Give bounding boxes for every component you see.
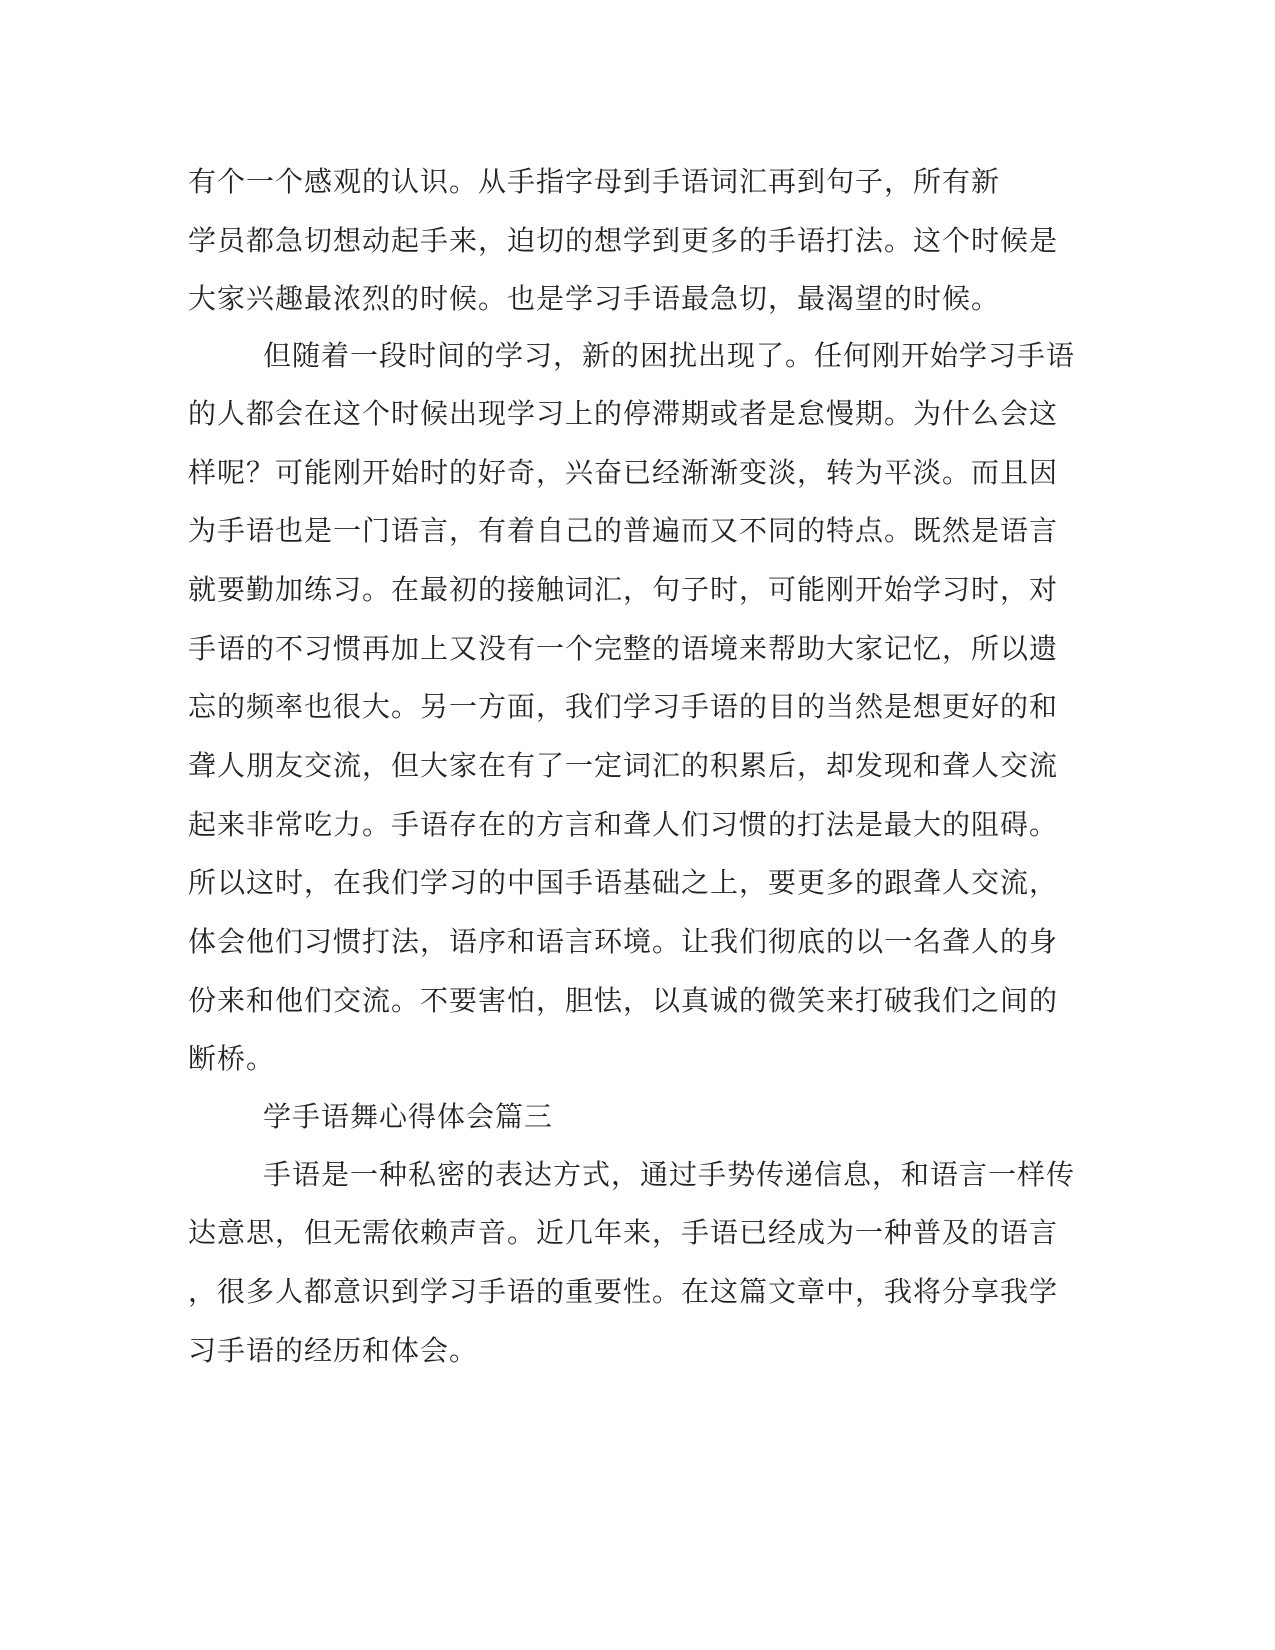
paragraph-line: 学员都急切想动起手来，迫切的想学到更多的手语打法。这个时候是: [188, 224, 1059, 257]
paragraph-line: ，很多人都意识到学习手语的重要性。在这篇文章中，我将分享我学: [188, 1275, 1059, 1308]
paragraph-line: 有个一个感观的认识。从手指字母到手语词汇再到句子，所有新: [188, 165, 1001, 198]
paragraph-line: 所以这时，在我们学习的中国手语基础之上，要更多的跟聋人交流，: [188, 866, 1059, 899]
paragraph-line: 忘的频率也很大。另一方面，我们学习手语的目的当然是想更好的和: [188, 690, 1059, 723]
paragraph-line: 手语是一种私密的表达方式，通过手势传递信息，和语言一样传: [263, 1158, 1076, 1191]
paragraph-line: 份来和他们交流。不要害怕，胆怯，以真诚的微笑来打破我们之间的: [188, 984, 1059, 1017]
paragraph-line: 样呢？可能刚开始时的好奇，兴奋已经渐渐变淡，转为平淡。而且因: [188, 456, 1059, 489]
paragraph-line: 大家兴趣最浓烈的时候。也是学习手语最急切，最渴望的时候。: [188, 282, 1001, 315]
paragraph-line: 但随着一段时间的学习，新的困扰出现了。任何刚开始学习手语: [263, 339, 1076, 372]
section-heading: 学手语舞心得体会篇三: [263, 1100, 554, 1133]
paragraph-line: 聋人朋友交流，但大家在有了一定词汇的积累后，却发现和聋人交流: [188, 749, 1059, 782]
paragraph-line: 就要勤加练习。在最初的接触词汇，句子时，可能刚开始学习时，对: [188, 573, 1059, 606]
paragraph-line: 断桥。: [188, 1042, 276, 1075]
paragraph-line: 手语的不习惯再加上又没有一个完整的语境来帮助大家记忆，所以遗: [188, 632, 1059, 665]
paragraph-line: 习手语的经历和体会。: [188, 1334, 479, 1367]
paragraph-line: 的人都会在这个时候出现学习上的停滞期或者是怠慢期。为什么会这: [188, 397, 1059, 430]
paragraph-line: 为手语也是一门语言，有着自己的普遍而又不同的特点。既然是语言: [188, 514, 1059, 547]
paragraph-line: 起来非常吃力。手语存在的方言和聋人们习惯的打法是最大的阻碍。: [188, 808, 1059, 841]
paragraph-line: 体会他们习惯打法，语序和语言环境。让我们彻底的以一名聋人的身: [188, 925, 1059, 958]
paragraph-line: 达意思，但无需依赖声音。近几年来，手语已经成为一种普及的语言: [188, 1216, 1059, 1249]
